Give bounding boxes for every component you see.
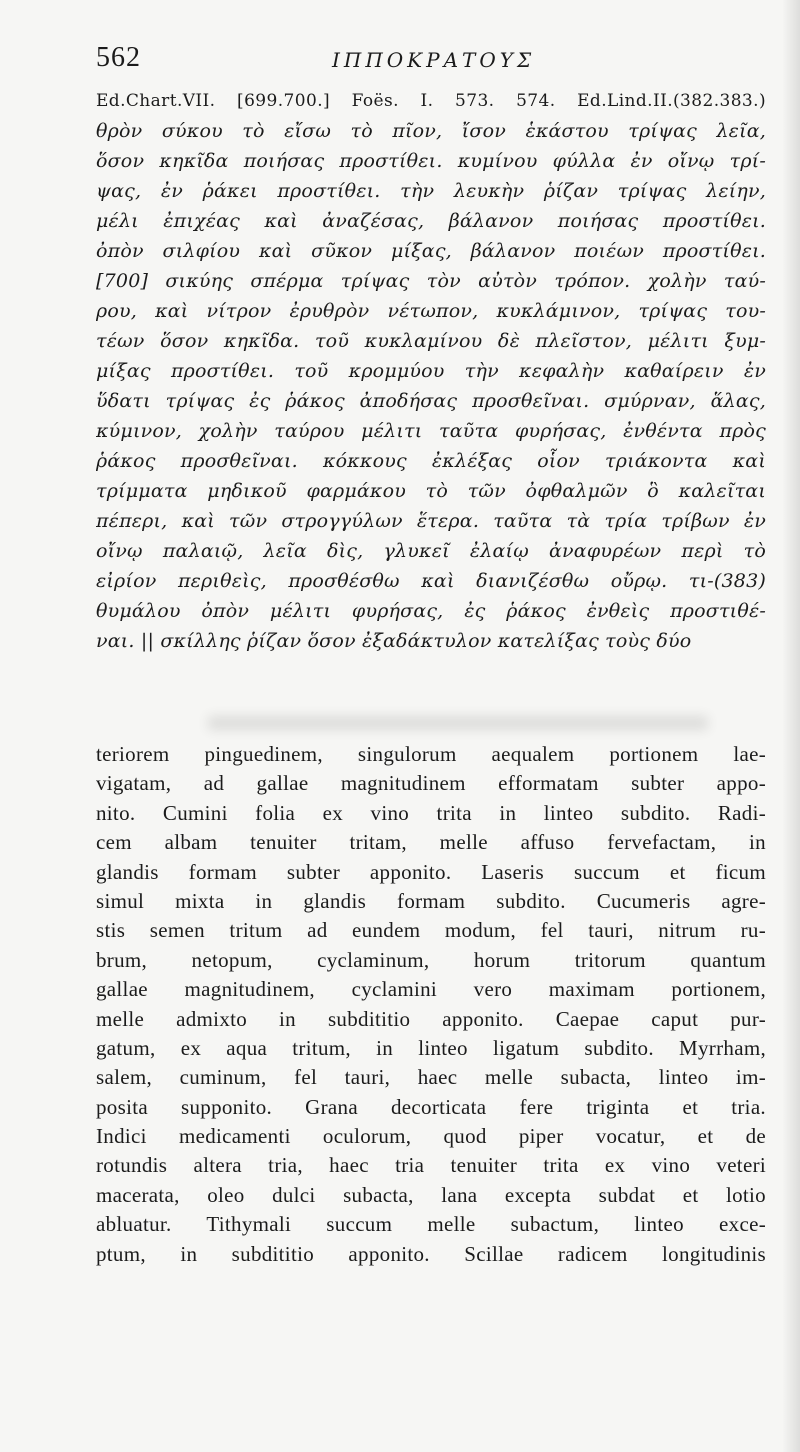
greek-text-line: μέλι ἐπιχέας καὶ ἀναζέσας, βάλανον ποιήσας προστίθει. xyxy=(96,210,766,232)
latin-text-line: posita supponito. Grana decorticata fere triginta et tria. xyxy=(96,1094,766,1119)
greek-text-line: τέων ὅσον κηκῖδα. τοῦ κυκλαμίνου δὲ πλεῖστον, μέλιτι ξυμ- xyxy=(96,330,766,352)
latin-text-line: Indici medicamenti oculorum, quod piper vocatur, et de xyxy=(96,1124,766,1149)
edition-reference-line: Ed.Chart.VII. [699.700.] Foës. I. 573. 574. Ed.Lind.II.(382.383.) xyxy=(96,91,766,111)
greek-text-line: τρίμματα μηδικοῦ φαρμάκου τὸ τῶν ὀφθαλμῶν ὃ καλεῖται xyxy=(96,480,766,502)
greek-text-line: εἰρίον περιθεὶς, προσθέσθω καὶ διανιζέσθω οὔρῳ. τι-(383) xyxy=(96,570,766,592)
greek-text-line: μίξας προστίθει. τοῦ κρομμύου τὴν κεφαλὴν καθαίρειν ἐν xyxy=(96,360,766,382)
greek-text-line: ρου, καὶ νίτρον ἐρυθρὸν νέτωπον, κυκλάμινον, τρίψας του- xyxy=(96,300,766,322)
page-number: 562 xyxy=(96,42,141,73)
latin-text-line: nito. Cumini folia ex vino trita in linteo subdito. Radi- xyxy=(96,800,766,825)
greek-text-block xyxy=(96,86,766,656)
greek-text-line: ὀπὸν σιλφίου καὶ σῦκον μίξας, βάλανον ποιέων προστίθει. xyxy=(96,240,766,262)
latin-text-line: macerata, oleo dulci subacta, lana excepta subdat et lotio xyxy=(96,1182,766,1207)
greek-text-line: οἴνῳ παλαιῷ, λεῖα δὶς, γλυκεῖ ἐλαίῳ ἀναφυρέων περὶ τὸ xyxy=(96,540,766,562)
greek-text-line: θυμάλου ὀπὸν μέλιτι φυρήσας, ἐς ῥάκος ἐνθεὶς προστιθέ- xyxy=(96,600,766,622)
page-spine-shadow xyxy=(782,0,800,1452)
greek-text-line: κύμινον, χολὴν ταύρου μέλιτι ταῦτα φυρήσας, ἐνθέντα πρὸς xyxy=(96,420,766,442)
latin-text-line: gatum, ex aqua tritum, in linteo ligatum subdito. Myrrham, xyxy=(96,1035,766,1060)
greek-text-line: ψας, ἐν ῥάκει προστίθει. τὴν λευκὴν ῥίζαν τρίψας λείην, xyxy=(96,180,766,202)
greek-text-line: ναι. || σκίλλης ῥίζαν ὅσον ἐξαδάκτυλον κατελίξας τοὺς δύο xyxy=(96,630,692,652)
running-head xyxy=(96,42,786,82)
latin-text-line: vigatam, ad gallae magnitudinem efformatam subter appo- xyxy=(96,771,766,796)
latin-text-line: salem, cuminum, fel tauri, haec melle subacta, linteo im- xyxy=(96,1065,766,1090)
greek-text-line: ὕδατι τρίψας ἐς ῥάκος ἀποδήσας προσθεῖναι. σμύρναν, ἅλας, xyxy=(96,390,766,412)
latin-text-line: gallae magnitudinem, cyclamini vero maximam portionem, xyxy=(96,977,766,1002)
latin-text-line: stis semen tritum ad eundem modum, fel tauri, nitrum ru- xyxy=(96,918,766,943)
latin-text-line: simul mixta in glandis formam subdito. Cucumeris agre- xyxy=(96,888,766,913)
faint-show-through xyxy=(208,716,708,730)
latin-text-line: brum, netopum, cyclaminum, horum tritorum quantum xyxy=(96,947,766,972)
latin-text-block xyxy=(96,740,766,1269)
latin-text-line: glandis formam subter apponito. Laseris succum et ficum xyxy=(96,859,766,884)
greek-text-line: [700] σικύης σπέρμα τρίψας τὸν αὐτὸν τρόπον. χολὴν ταύ- xyxy=(96,270,766,292)
latin-text-line: abluatur. Tithymali succum melle subactum, linteo exce- xyxy=(96,1212,766,1237)
greek-text-line: ῥάκος προσθεῖναι. κόκκους ἐκλέξας οἷον τριάκοντα καὶ xyxy=(96,450,766,472)
greek-text-line: πέπερι, καὶ τῶν στρογγύλων ἕτερα. ταῦτα τὰ τρία τρίβων ἐν xyxy=(96,510,766,532)
latin-text-line: ptum, in subdititio apponito. Scillae radicem longitudinis xyxy=(96,1241,766,1266)
latin-text-line: cem albam tenuiter tritam, melle affuso fervefactam, in xyxy=(96,830,766,855)
latin-text-line: melle admixto in subdititio apponito. Caepae caput pur- xyxy=(96,1006,766,1031)
greek-text-line: ὅσον κηκῖδα ποιήσας προστίθει. κυμίνου φύλλα ἐν οἴνῳ τρί- xyxy=(96,150,766,172)
latin-text-line: teriorem pinguedinem, singulorum aequalem portionem lae- xyxy=(96,742,766,766)
running-title: ΙΠΠΟΚΡΑΤΟΥΣ xyxy=(332,48,536,72)
greek-text-line: θρὸν σύκου τὸ εἴσω τὸ πῖον, ἴσον ἑκάστου τρίψας λεῖα, xyxy=(96,120,766,142)
latin-text-line: rotundis altera tria, haec tria tenuiter trita ex vino veteri xyxy=(96,1153,766,1178)
